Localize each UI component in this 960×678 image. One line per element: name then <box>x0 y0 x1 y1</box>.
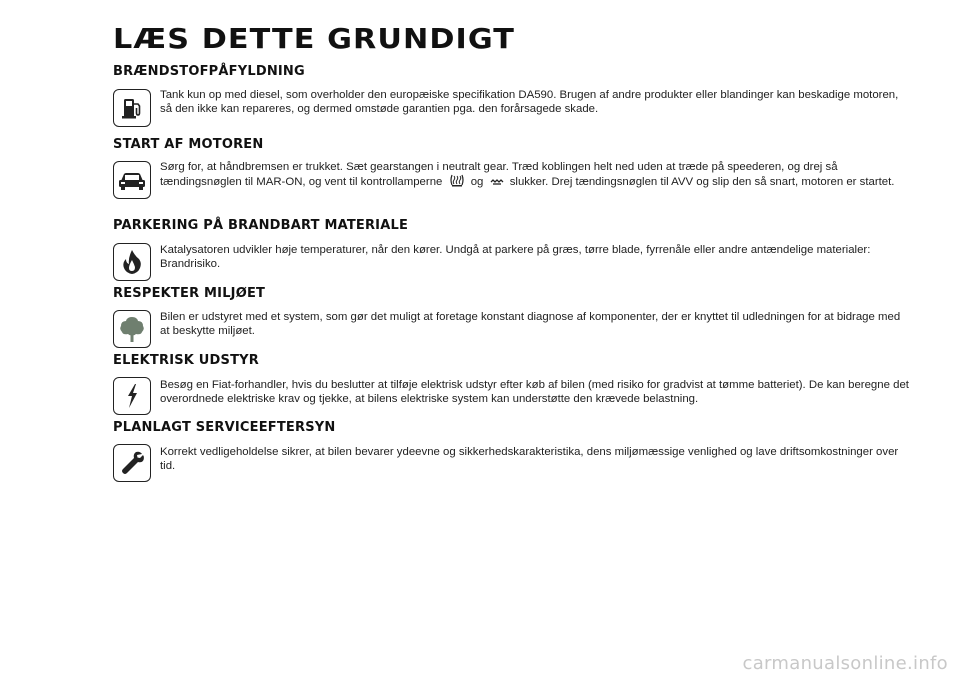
section-heading-fuel: BRÆNDSTOFPÅFYLDNING <box>113 64 305 79</box>
section-text-fuel: Tank kun op med diesel, som overholder den europæiske specifikation DA590. Brugen af andre produkter eller blandinger kan beskadige motoren, så den ikke kan repareres, og dermed omstøde garantien pga. den forårsagede skade. <box>160 89 899 115</box>
section-heading-electrical: ELEKTRISK UDSTYR <box>113 353 259 368</box>
section-text-service: Korrekt vedligeholdelse sikrer, at bilen bevarer ydeevne og sikkerhedskarakteristika, dens miljømæssige venlighed og lave driftsomkostninger over tid. <box>160 446 899 472</box>
lightning-icon <box>113 377 151 415</box>
section-text-electrical: Besøg en Fiat-forhandler, hvis du beslutter at tilføje elektrisk udstyr efter køb af bilen (med risiko for gradvist at tømme batteriet). De kan beregne det overordnede elektriske krav og tjekke, at bilens elektriske system kan understøtte den krævede belastning. <box>160 379 909 405</box>
engine-warning-icon <box>490 177 504 191</box>
section-text-environment: Bilen er udstyret med et system, som gør det muligt at foretage konstant diagnose af komponenter, der er knyttet til udledningen for at bidrage med at beskytte miljøet. <box>160 311 901 337</box>
section-heading-environment: RESPEKTER MILJØET <box>113 286 266 301</box>
text-part-2: og <box>470 176 484 188</box>
flame-icon <box>113 243 151 281</box>
section-text-engine-start <box>160 160 912 191</box>
section-heading-service: PLANLAGT SERVICEEFTERSYN <box>113 420 336 435</box>
fuel-pump-icon <box>113 89 151 127</box>
text-part-3: slukker. Drej tændingsnøglen til AVV og slip den så snart, motoren er startet. <box>509 176 895 188</box>
car-icon <box>113 161 151 199</box>
watermark: carmanualsonline.info <box>742 653 948 674</box>
section-heading-engine-start: START AF MOTOREN <box>113 137 264 152</box>
section-heading-parking: PARKERING PÅ BRANDBART MATERIALE <box>113 218 409 233</box>
section-text-parking: Katalysatoren udvikler høje temperaturer, når den kører. Undgå at parkere på græs, tørre blade, fyrrenåle eller andre antændelige materialer: Brandrisiko. <box>160 244 871 270</box>
text-part-1: Sørg for, at håndbremsen er trukket. Sæt gearstangen i neutralt gear. Træd koblingen helt ned uden at træde på speederen, og drej så tændingsnøglen til MAR-ON, og vent til kontrollamperne <box>160 161 838 188</box>
wrench-icon <box>113 444 151 482</box>
glow-plug-warning-icon <box>449 174 465 191</box>
page-title: LÆS DETTE GRUNDIGT <box>113 22 515 55</box>
tree-icon <box>113 310 151 348</box>
